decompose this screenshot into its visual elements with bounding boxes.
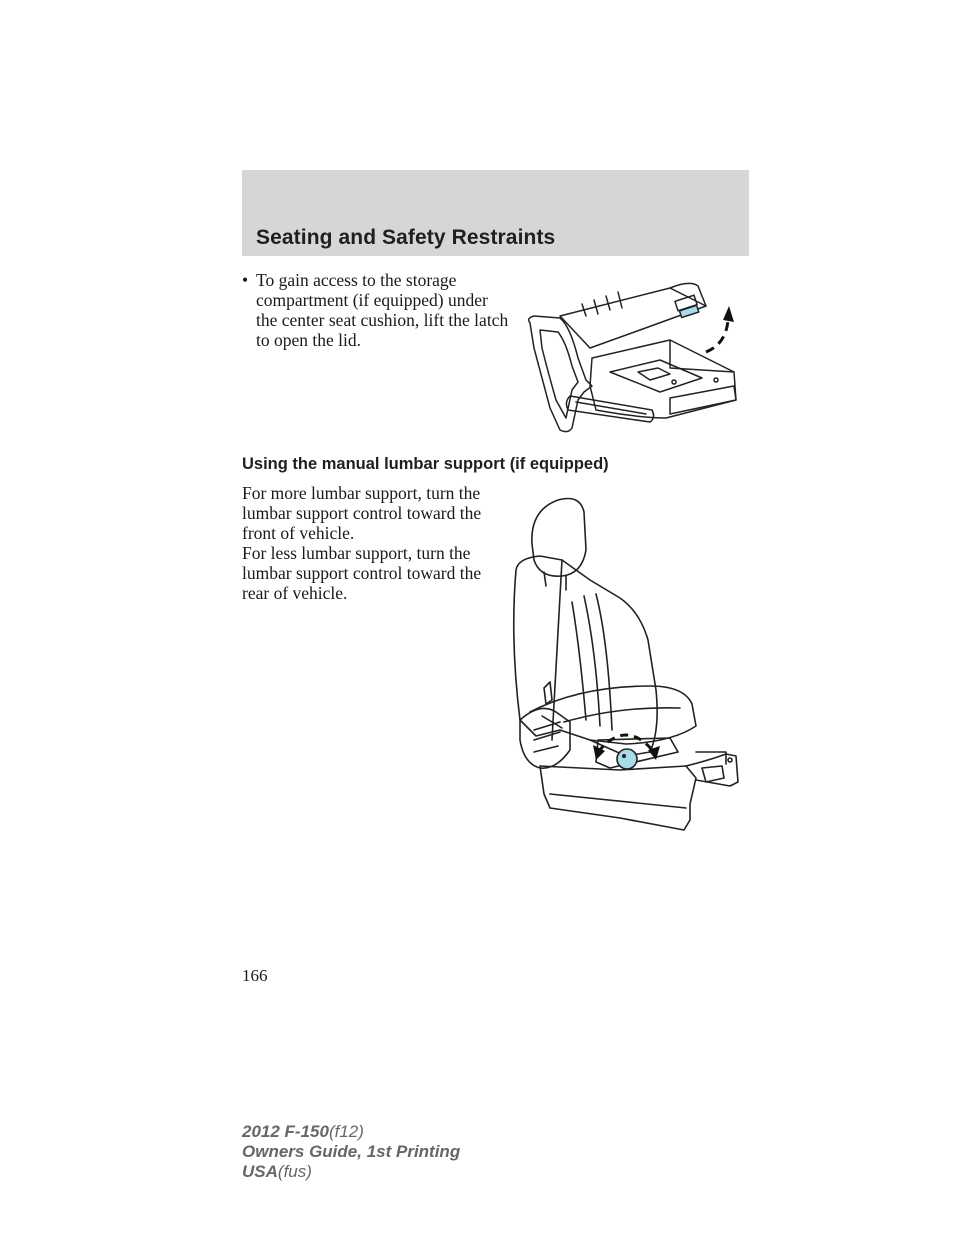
footer-region-code: (fus) xyxy=(277,1162,312,1181)
more-lumbar-paragraph: For more lumbar support, turn the lumbar support control toward the front of vehicle. xyxy=(242,483,482,543)
lumbar-section-heading: Using the manual lumbar support (if equipped) xyxy=(242,455,609,473)
section-title: Seating and Safety Restraints xyxy=(256,226,556,249)
storage-instruction-text: To gain access to the storage compartment (if equipped) under the center seat cushion, lift the latch to open the lid. xyxy=(256,270,509,350)
storage-bullet-item xyxy=(242,270,512,350)
section-header-band xyxy=(242,170,749,256)
footer-model-code: (f12) xyxy=(328,1122,364,1141)
bullet-icon: • xyxy=(242,270,249,290)
document-footer xyxy=(242,1122,460,1182)
storage-compartment-illustration xyxy=(520,268,748,438)
page-number: 166 xyxy=(242,966,268,985)
footer-model-line xyxy=(242,1122,460,1142)
footer-region: USA xyxy=(242,1162,278,1181)
footer-region-line xyxy=(242,1162,460,1182)
footer-model: 2012 F-150 xyxy=(242,1122,329,1141)
footer-guide-line: Owners Guide, 1st Printing xyxy=(242,1142,461,1161)
less-lumbar-paragraph: For less lumbar support, turn the lumbar support control toward the rear of vehicle. xyxy=(242,543,482,603)
seat-lumbar-illustration xyxy=(500,490,750,845)
